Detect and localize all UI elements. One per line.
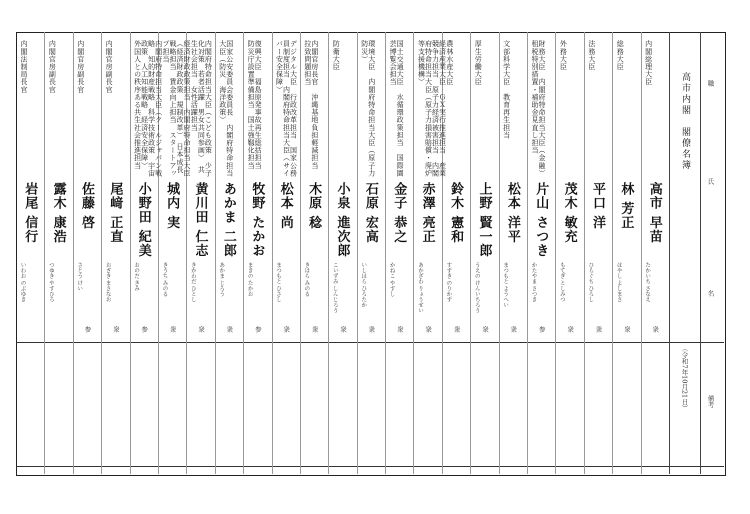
- member-name: 松本 洋平: [504, 182, 520, 244]
- member-party: 衆: [566, 326, 575, 333]
- column-divider: [527, 32, 528, 474]
- member-reading: きうち みのる: [161, 262, 168, 297]
- member-party: 衆: [424, 326, 433, 333]
- member-post: 経済産業大臣 ＧＸ実行推進担当 産業競争力担当 原子力経済被害担当 内閣府特命担当大臣（原子力損害賠償・廃炉等支援機構）: [417, 40, 447, 177]
- member-party: 衆: [310, 326, 319, 333]
- member-reading: かたやま さつき: [530, 262, 537, 303]
- column-divider: [470, 32, 471, 474]
- member-post: 防衛大臣: [332, 40, 341, 71]
- member-party: 衆: [367, 326, 376, 333]
- member-post: 環境大臣 内閣府特命担当大臣（原子力防災）: [360, 40, 376, 177]
- column-divider: [328, 32, 329, 474]
- member-name: 金子 恭之: [391, 182, 407, 244]
- member-reading: あかま じろう: [218, 262, 225, 297]
- member-post: 内閣総理大臣: [644, 40, 653, 86]
- column-divider: [612, 32, 613, 474]
- column-divider: [413, 32, 414, 474]
- member-name: 露木 康浩: [50, 182, 66, 244]
- member-name: 小泉 進次郎: [334, 182, 350, 258]
- member-party: 参: [537, 326, 546, 333]
- member-reading: こいずみ しんじろう: [331, 262, 338, 314]
- member-reading: はやし よしまさ: [615, 262, 622, 303]
- member-name: 鈴木 憲和: [448, 182, 464, 244]
- bottom-rule: [16, 466, 724, 467]
- header-label-name: 氏: [706, 178, 715, 185]
- member-party: 参: [253, 326, 262, 333]
- member-reading: きかわだ ひとし: [189, 262, 196, 303]
- member-name: 小野田 紀美: [135, 182, 151, 258]
- column-divider: [499, 32, 500, 474]
- member-reading: まつもと ひさし: [275, 262, 282, 303]
- page-title: 高市内閣 閣僚名簿: [680, 72, 690, 171]
- member-name: 佐藤 啓: [78, 182, 94, 230]
- header-column-divider: [669, 32, 670, 474]
- member-name: 木原 稔: [306, 182, 322, 230]
- member-reading: つゆき やすひろ: [47, 262, 54, 303]
- member-post: 内閣府特命担当大臣（こども政策 少子化対策 若者活躍 男女共同参画） 共生社会担当 女性活躍担当: [190, 40, 213, 177]
- member-reading: うえの けんいちろう: [473, 262, 480, 314]
- member-post: 内閣法制局長官: [20, 40, 28, 94]
- column-divider: [555, 32, 556, 474]
- member-post: 農林水産大臣: [445, 40, 454, 86]
- member-party: 衆: [480, 326, 489, 333]
- column-divider: [272, 32, 273, 474]
- member-name: 牧野 たかお: [249, 182, 265, 258]
- member-party: 衆: [509, 326, 518, 333]
- column-divider: [357, 32, 358, 474]
- member-post: 財務大臣 内閣府特命担当大臣（金融） 租税特別措置・補助金見直し担当: [531, 40, 547, 181]
- column-divider: [641, 32, 642, 474]
- member-reading: たかいち さなえ: [644, 262, 651, 303]
- member-post: 国家公安委員会委員長 内閣府特命担当大臣（防災 海洋政策）: [218, 40, 234, 177]
- column-divider: [73, 32, 74, 474]
- member-name: 城内 実: [164, 182, 180, 230]
- member-reading: おのだ きみ: [133, 262, 140, 292]
- column-divider: [130, 32, 131, 474]
- member-reading: すずき のりかず: [445, 262, 452, 303]
- header-label-title: 名: [706, 290, 715, 297]
- member-party: 衆: [225, 326, 234, 333]
- member-reading: まきの たかお: [246, 262, 253, 297]
- member-reading: あかざわ りょうせい: [416, 262, 423, 314]
- column-divider: [584, 32, 585, 474]
- column-divider: [300, 32, 301, 474]
- member-name: 平口 洋: [590, 182, 606, 230]
- member-party: 衆: [282, 326, 291, 333]
- member-name: 上野 賢一郎: [476, 182, 492, 258]
- member-name: 岩尾 信行: [22, 182, 38, 244]
- member-name: 茂木 敏充: [561, 182, 577, 244]
- member-post: 外務大臣: [559, 40, 568, 71]
- member-reading: さとう けい: [76, 262, 83, 292]
- member-reading: おざき まさなお: [104, 262, 111, 303]
- member-party: 参: [140, 326, 149, 333]
- member-name: あかま 二郎: [220, 182, 236, 258]
- member-post: 経済財政政策担当 内閣府特命担当大臣（経済財政政策 規制改革） 日本成長戦略担当 賃金向上担当 スタートアップ担当: [161, 40, 191, 177]
- member-name: 黄川田 仁志: [192, 182, 208, 258]
- member-party: 衆: [395, 326, 404, 333]
- member-post: デジタル大臣 行政改革担当 国家公務員制度担当 内閣府特命担当大臣（サイバー安全保障）: [275, 40, 298, 177]
- member-reading: かねこ やすし: [388, 262, 395, 297]
- member-name: 片山 さつき: [533, 182, 549, 258]
- member-party: 衆: [594, 326, 603, 333]
- document-date: （令和7年10月21日）: [680, 345, 689, 412]
- member-party: 衆: [197, 326, 206, 333]
- column-divider: [215, 32, 216, 474]
- member-party: 衆: [622, 326, 631, 333]
- member-name: 林 芳正: [618, 182, 634, 230]
- member-name: 松本 尚: [277, 182, 293, 230]
- column-divider: [385, 32, 386, 474]
- member-post: 厚生労働大臣: [474, 40, 483, 86]
- member-party: 衆: [111, 326, 120, 333]
- member-name: 石原 宏高: [362, 182, 378, 244]
- column-divider: [44, 32, 45, 474]
- member-post: 法務大臣: [587, 40, 596, 71]
- member-party: 衆: [651, 326, 660, 333]
- member-post: 内閣府特命担当大臣（クールジャパン戦略 知的財産戦略 科学技術政策 宇宙政策 人工知能戦略 経済安全保障） 外国人との秩序ある共生社会推進担当: [133, 40, 163, 177]
- member-name: 高市 早苗: [646, 182, 662, 244]
- member-party: 衆: [452, 326, 461, 333]
- member-party: 衆: [168, 326, 177, 333]
- member-party: 参: [83, 326, 92, 333]
- member-reading: まつもと ようへい: [502, 262, 509, 308]
- label-column-divider: [700, 32, 701, 474]
- member-reading: いわお のぶゆき: [19, 262, 26, 303]
- member-post: 文部科学大臣 教育再生担当: [502, 40, 511, 139]
- member-reading: もてぎ としみつ: [558, 262, 565, 303]
- member-reading: いしはら ひろたか: [360, 262, 367, 308]
- column-divider: [243, 32, 244, 474]
- column-divider: [101, 32, 102, 474]
- member-post: 内閣官房長官 沖縄基地負担軽減担当 拉致問題担当: [303, 40, 319, 177]
- member-reading: きはら みのる: [303, 262, 310, 297]
- member-party: 衆: [339, 326, 347, 333]
- member-reading: ひらぐち ひろし: [587, 262, 594, 303]
- member-post: 復興大臣 福島原発事故再生総括担当 防災庁設置準備担当 国土強靱化担当: [247, 40, 263, 177]
- member-post: 国土交通大臣 水循環政策担当 国際園芸博覧会担当: [389, 40, 405, 177]
- header-label-office: 職: [706, 80, 715, 87]
- remarks-divider: [16, 342, 724, 343]
- member-post: 内閣官房副長官: [48, 40, 57, 94]
- member-post: 総務大臣: [616, 40, 625, 71]
- member-post: 内閣官房副長官: [76, 40, 85, 94]
- member-post: 内閣官房副長官: [105, 40, 114, 94]
- header-label-remarks: 備考: [706, 395, 715, 408]
- member-name: 尾﨑 正直: [107, 182, 123, 244]
- member-name: 赤澤 亮正: [419, 182, 435, 244]
